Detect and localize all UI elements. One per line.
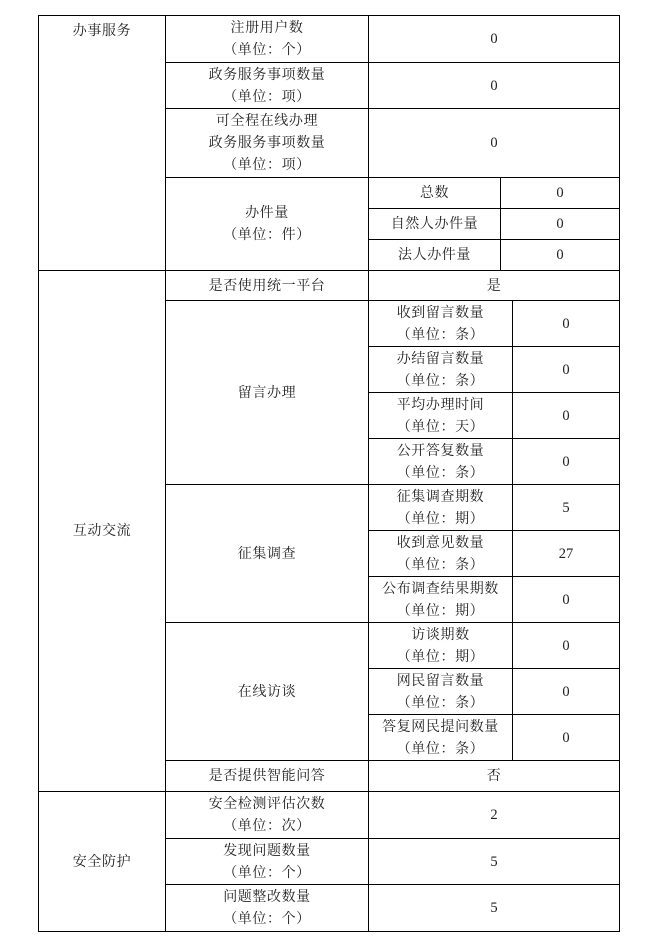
public-replies-label: 公开答复数量 （单位：条） [396, 442, 485, 481]
message-handling-group: 留言办理 [237, 384, 297, 401]
messages-closed-value: 0 [562, 361, 570, 378]
online-items-label: 可全程在线办理 政务服务事项数量 （单位：项） [208, 113, 326, 173]
messages-closed-label: 办结留言数量 （单位：条） [396, 350, 485, 389]
natural-person-cases-value: 0 [556, 216, 564, 232]
interview-periods-label: 访谈期数 （单位：期） [396, 626, 485, 665]
security-assessments-label: 安全检测评估次数 （单位：次） [208, 796, 326, 834]
smart-qa-value: 否 [486, 768, 502, 784]
messages-received-label: 收到留言数量 （单位：条） [396, 304, 485, 343]
survey-periods-value: 5 [562, 499, 570, 516]
legal-person-cases-value: 0 [556, 247, 564, 263]
public-replies-value: 0 [562, 453, 570, 470]
opinions-received-value: 27 [558, 545, 574, 562]
section-label-interaction: 互动交流 [72, 523, 132, 539]
natural-person-cases-label: 自然人办件量 [390, 216, 479, 232]
interview-periods-value: 0 [562, 637, 570, 654]
legal-person-cases-label: 法人办件量 [398, 247, 471, 263]
netizen-answers-value: 0 [562, 729, 570, 746]
registered-users-value: 0 [490, 31, 498, 47]
survey-group: 征集调查 [237, 545, 297, 562]
netizen-messages-label: 网民留言数量 （单位：条） [396, 672, 485, 711]
messages-received-value: 0 [562, 315, 570, 332]
unified-platform-label: 是否使用统一平台 [208, 277, 326, 294]
online-items-value: 0 [490, 135, 498, 151]
problems-found-value: 5 [490, 853, 498, 870]
case-total-value: 0 [556, 185, 564, 201]
registered-users-label: 注册用户数 （单位：个） [223, 20, 311, 58]
service-items-label: 政务服务事项数量 （单位：项） [208, 66, 326, 105]
table-rule [38, 931, 620, 932]
problems-found-label: 发现问题数量 （单位：个） [223, 842, 311, 881]
section-label-security: 安全防护 [72, 853, 132, 870]
service-items-value: 0 [490, 77, 498, 94]
unified-platform-value: 是 [486, 277, 502, 294]
survey-results-label: 公布调查结果期数 （单位：期） [382, 580, 499, 619]
problems-fixed-label: 问题整改数量 （单位：个） [223, 889, 311, 927]
section-label-office: 办事服务 [72, 23, 132, 39]
netizen-answers-label: 答复网民提问数量 （单位：条） [382, 718, 499, 757]
case-total-label: 总数 [419, 185, 450, 201]
average-handling-time-label: 平均办理时间 （单位：天） [396, 396, 485, 435]
case-volume-label: 办件量 （单位：件） [223, 205, 311, 243]
problems-fixed-value: 5 [490, 900, 498, 916]
netizen-messages-value: 0 [562, 683, 570, 700]
smart-qa-label: 是否提供智能问答 [208, 768, 326, 784]
online-interview-group: 在线访谈 [237, 683, 297, 700]
security-assessments-value: 2 [490, 807, 498, 823]
opinions-received-label: 收到意见数量 （单位：条） [396, 534, 485, 573]
survey-results-value: 0 [562, 591, 570, 608]
table-rule [619, 15, 620, 932]
average-handling-time-value: 0 [562, 407, 570, 424]
survey-periods-label: 征集调查期数 （单位：期） [396, 488, 485, 527]
